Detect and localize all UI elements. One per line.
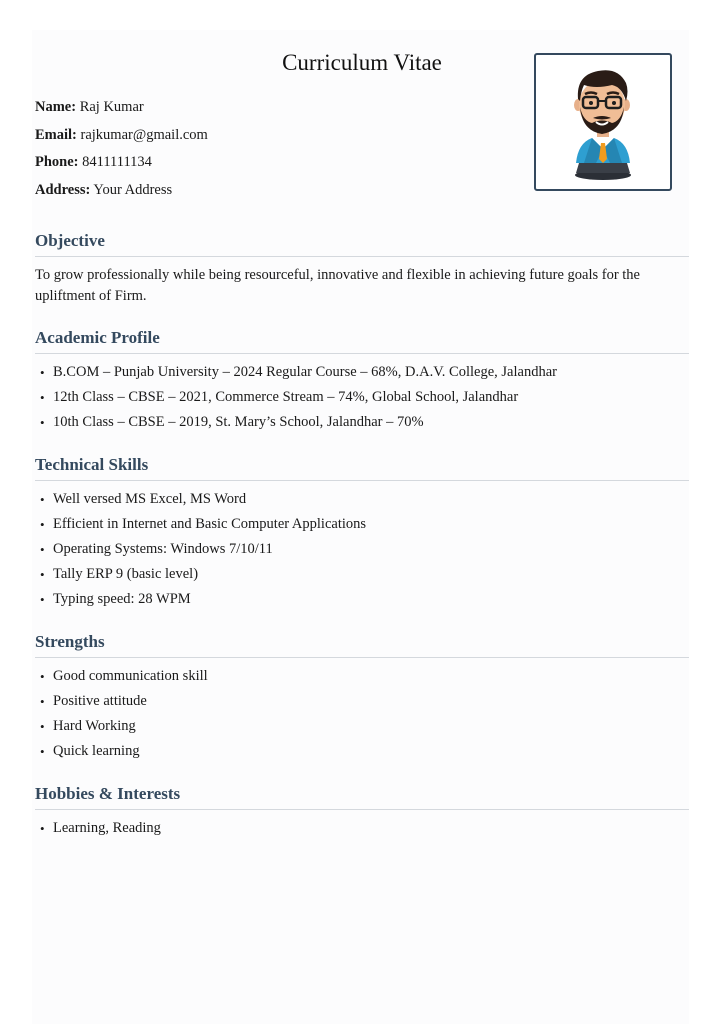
list-item: • Operating Systems: Windows 7/10/11 (35, 537, 689, 562)
list-item: • 12th Class – CBSE – 2021, Commerce Stream – 74%, Global School, Jalandhar (35, 385, 689, 410)
academic-list (35, 360, 689, 435)
hobbies-list (35, 816, 689, 841)
name-row (35, 96, 208, 124)
list-item: • Learning, Reading (35, 816, 689, 841)
email-label: Email: (35, 126, 77, 143)
email-row (35, 124, 208, 152)
list-item: • Typing speed: 28 WPM (35, 587, 689, 612)
hobbies-heading: Hobbies & Interests (35, 784, 181, 803)
objective-section (35, 228, 689, 307)
strengths-heading: Strengths (35, 632, 105, 651)
academic-heading: Academic Profile (35, 328, 160, 347)
strengths-section (35, 629, 689, 764)
list-item: • Tally ERP 9 (basic level) (35, 562, 689, 587)
personal-info (35, 96, 208, 207)
address-value: Your Address (93, 182, 173, 199)
strengths-list (35, 664, 689, 764)
phone-label: Phone: (35, 154, 79, 171)
academic-section (35, 325, 689, 435)
address-row (35, 179, 208, 207)
phone-value: 8411111134 (82, 154, 152, 171)
section-divider (35, 480, 689, 481)
list-item: • Well versed MS Excel, MS Word (35, 487, 689, 512)
technical-heading: Technical Skills (35, 455, 149, 474)
email-value: rajkumar@gmail.com (80, 126, 208, 143)
objective-text: To grow professionally while being resourceful, innovative and flexible in achieving future goals for the upliftment of Firm. (35, 267, 640, 304)
list-item: • Positive attitude (35, 689, 689, 714)
list-item: • Hard Working (35, 714, 689, 739)
hobbies-section (35, 781, 689, 841)
technical-section (35, 452, 689, 612)
avatar-icon (536, 55, 670, 189)
list-item: • 10th Class – CBSE – 2019, St. Mary’s School, Jalandhar – 70% (35, 410, 689, 435)
section-divider (35, 657, 689, 658)
name-label: Name: (35, 99, 77, 115)
name-value: Raj Kumar (79, 99, 144, 115)
list-item: • Efficient in Internet and Basic Computer Applications (35, 512, 689, 537)
profile-photo (534, 53, 672, 191)
section-divider (35, 809, 689, 810)
list-item: • B.COM – Punjab University – 2024 Regular Course – 68%, D.A.V. College, Jalandhar (35, 360, 689, 385)
list-item: • Good communication skill (35, 664, 689, 689)
technical-list (35, 487, 689, 612)
address-label: Address: (35, 182, 91, 199)
objective-heading: Objective (35, 231, 105, 250)
section-divider (35, 353, 689, 354)
phone-row (35, 151, 208, 179)
section-divider (35, 256, 689, 257)
document-title: Curriculum Vitae (282, 50, 442, 75)
list-item: • Quick learning (35, 739, 689, 764)
